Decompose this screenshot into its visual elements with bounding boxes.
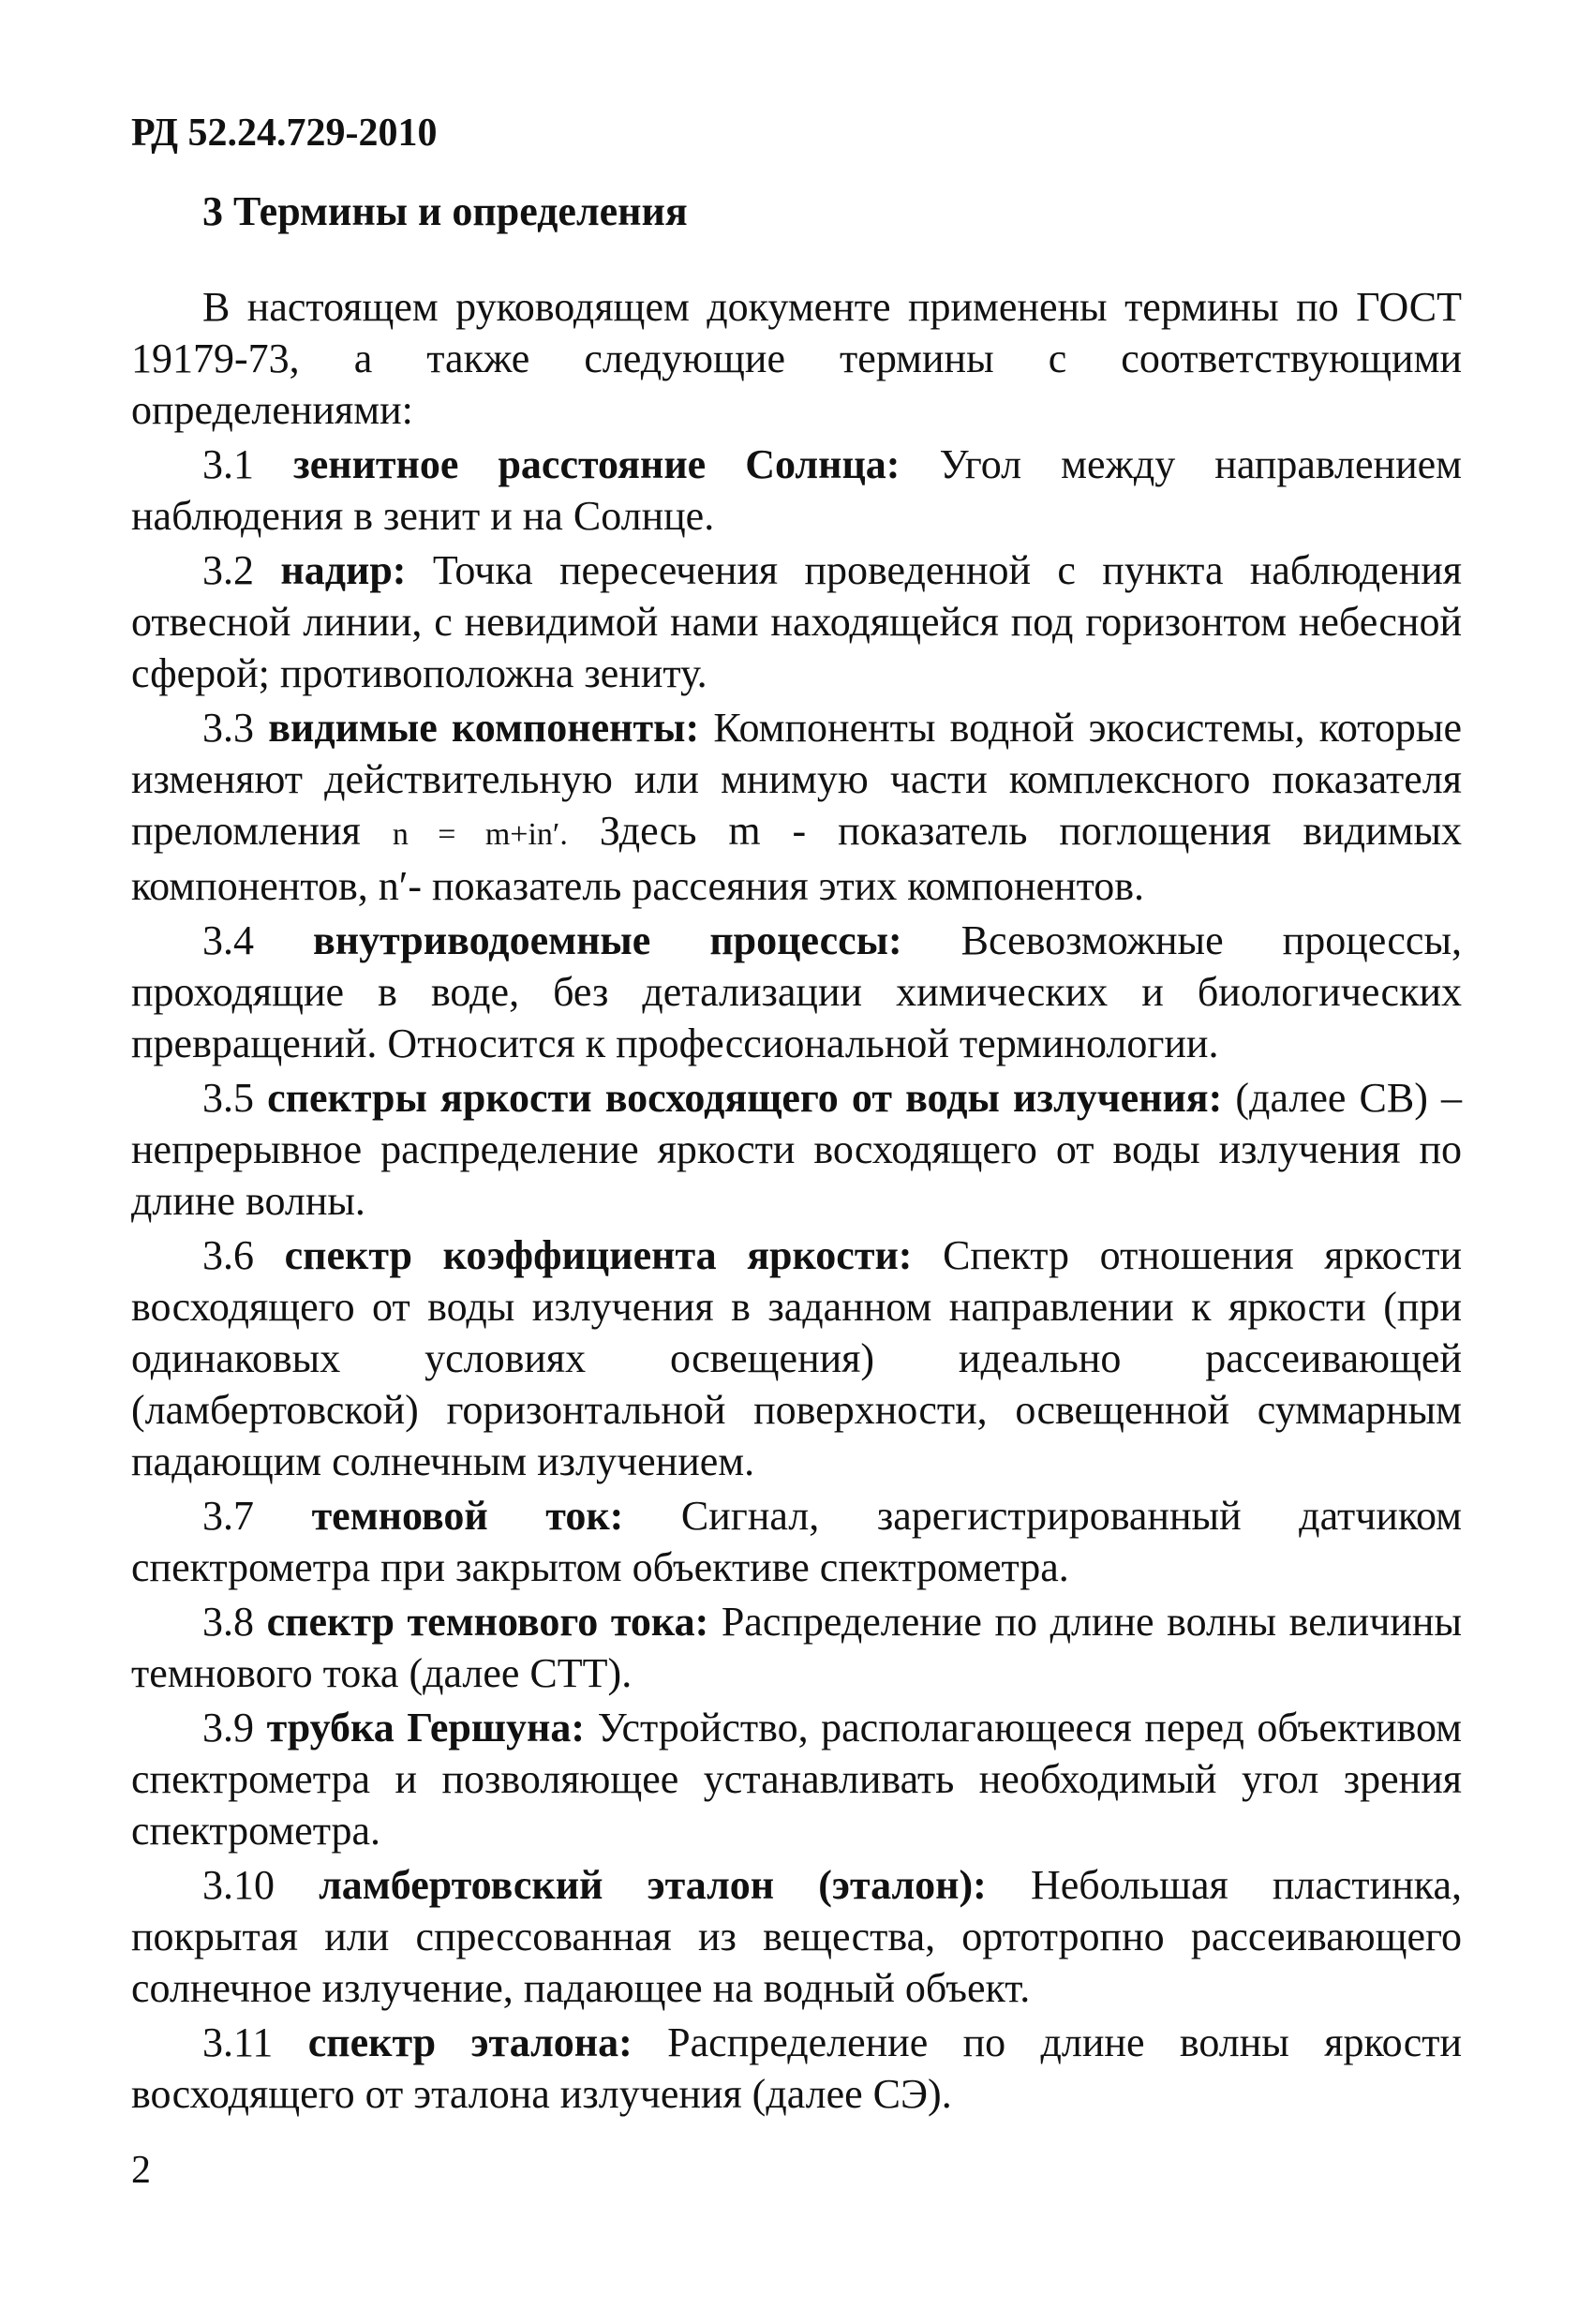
- term-definition: Всевозможные процессы, проходящие в воде, без детализации химических и биологических превращений. Относится к профессиональной терминологии.: [131, 917, 1463, 1066]
- term-entry: [131, 1490, 1462, 1593]
- term-number: 3.5: [202, 1075, 254, 1121]
- term-entry: [131, 544, 1462, 699]
- term-name: видимые компоненты:: [268, 705, 700, 751]
- document-body: [131, 281, 1462, 2123]
- term-definition: Точка пересечения проведенной с пункта наблюдения отвесной линии, с невидимой нами находящейся под горизонтом небесной сферой; противоположна зениту.: [131, 547, 1463, 696]
- term-name: ламбертовский эталон (эталон):: [319, 1862, 987, 1908]
- term-number: 3.7: [202, 1493, 254, 1539]
- term-entry: [131, 915, 1462, 1069]
- term-name: темновой ток:: [311, 1493, 624, 1539]
- term-definition: Спектр отношения яркости восходящего от воды излучения в заданном направлении к яркости (при одинаковых условиях освещения) идеально рассеивающей (ламбертовской) горизонтальной поверхности, освещенной суммарным падающим солнечным излучением.: [131, 1232, 1462, 1484]
- term-name: спектр эталона:: [307, 2019, 633, 2065]
- term-definition: Сигнал, зарегистрированный датчиком спектрометра при закрытом объективе спектрометра.: [131, 1493, 1463, 1590]
- term-definition: Угол между направлением наблюдения в зенит и на Солнце.: [131, 441, 1462, 539]
- term-definition: (далее СВ) – непрерывное распределение яркости восходящего от воды излучения по длине волны.: [131, 1075, 1462, 1224]
- term-entry: [131, 1702, 1462, 1856]
- term-entry: [131, 1859, 1462, 2014]
- intro-paragraph: В настоящем руководящем документе применены термины по ГОСТ 19179-73, а также следующие термины с соответствующими определениями:: [131, 284, 1462, 433]
- term-definition: Распределение по длине волны величины темнового тока (далее СТТ).: [131, 1599, 1463, 1696]
- term-number: 3.6: [202, 1232, 254, 1278]
- term-number: 3.2: [202, 547, 254, 593]
- term-entry: [131, 1072, 1462, 1227]
- document-code: РД 52.24.729-2010: [131, 112, 438, 155]
- page-number: 2: [131, 2149, 151, 2192]
- term-definition: Компоненты водной экосистемы, которые изменяют действительную или мнимую части комплексного показателя преломления: [131, 705, 1462, 854]
- term-entry: [131, 2017, 1462, 2120]
- term-number: 3.1: [202, 441, 254, 487]
- term-entry: [131, 439, 1462, 542]
- term-definition-continued: Здесь m - показатель поглощения видимых компонентов, n′- показатель рассеяния этих компонентов.: [131, 808, 1463, 909]
- term-entry: [131, 1596, 1462, 1699]
- term-name: спектры яркости восходящего от воды излучения:: [267, 1075, 1223, 1121]
- term-definition: Устройство, располагающееся перед объективом спектрометра и позволяющее устанавливать необходимый угол зрения спектрометра.: [131, 1705, 1463, 1854]
- term-number: 3.10: [202, 1862, 275, 1908]
- term-number: 3.9: [202, 1705, 254, 1750]
- term-number: 3.11: [202, 2019, 274, 2065]
- term-name: трубка Гершуна:: [266, 1705, 586, 1750]
- term-name: зенитное расстояние Солнца:: [293, 441, 901, 487]
- term-entry: [131, 1229, 1462, 1487]
- section-title: 3 Термины и определения: [202, 188, 688, 234]
- term-definition: Небольшая пластинка, покрытая или спрессованная из вещества, ортотропно рассеивающего солнечное излучение, падающее на водный объект.: [131, 1862, 1462, 2011]
- term-name: спектр темнового тока:: [266, 1599, 709, 1645]
- term-number: 3.3: [202, 705, 254, 751]
- term-name: надир:: [280, 547, 407, 593]
- term-definition: Распределение по длине волны яркости восходящего от эталона излучения (далее СЭ).: [131, 2019, 1463, 2117]
- refractive-index-formula: n = m+in′.: [392, 817, 568, 852]
- term-entry: [131, 702, 1462, 912]
- term-name: внутриводоемные процессы:: [313, 917, 902, 963]
- term-number: 3.8: [202, 1599, 254, 1645]
- term-name: спектр коэффициента яркости:: [284, 1232, 913, 1278]
- term-number: 3.4: [202, 917, 254, 963]
